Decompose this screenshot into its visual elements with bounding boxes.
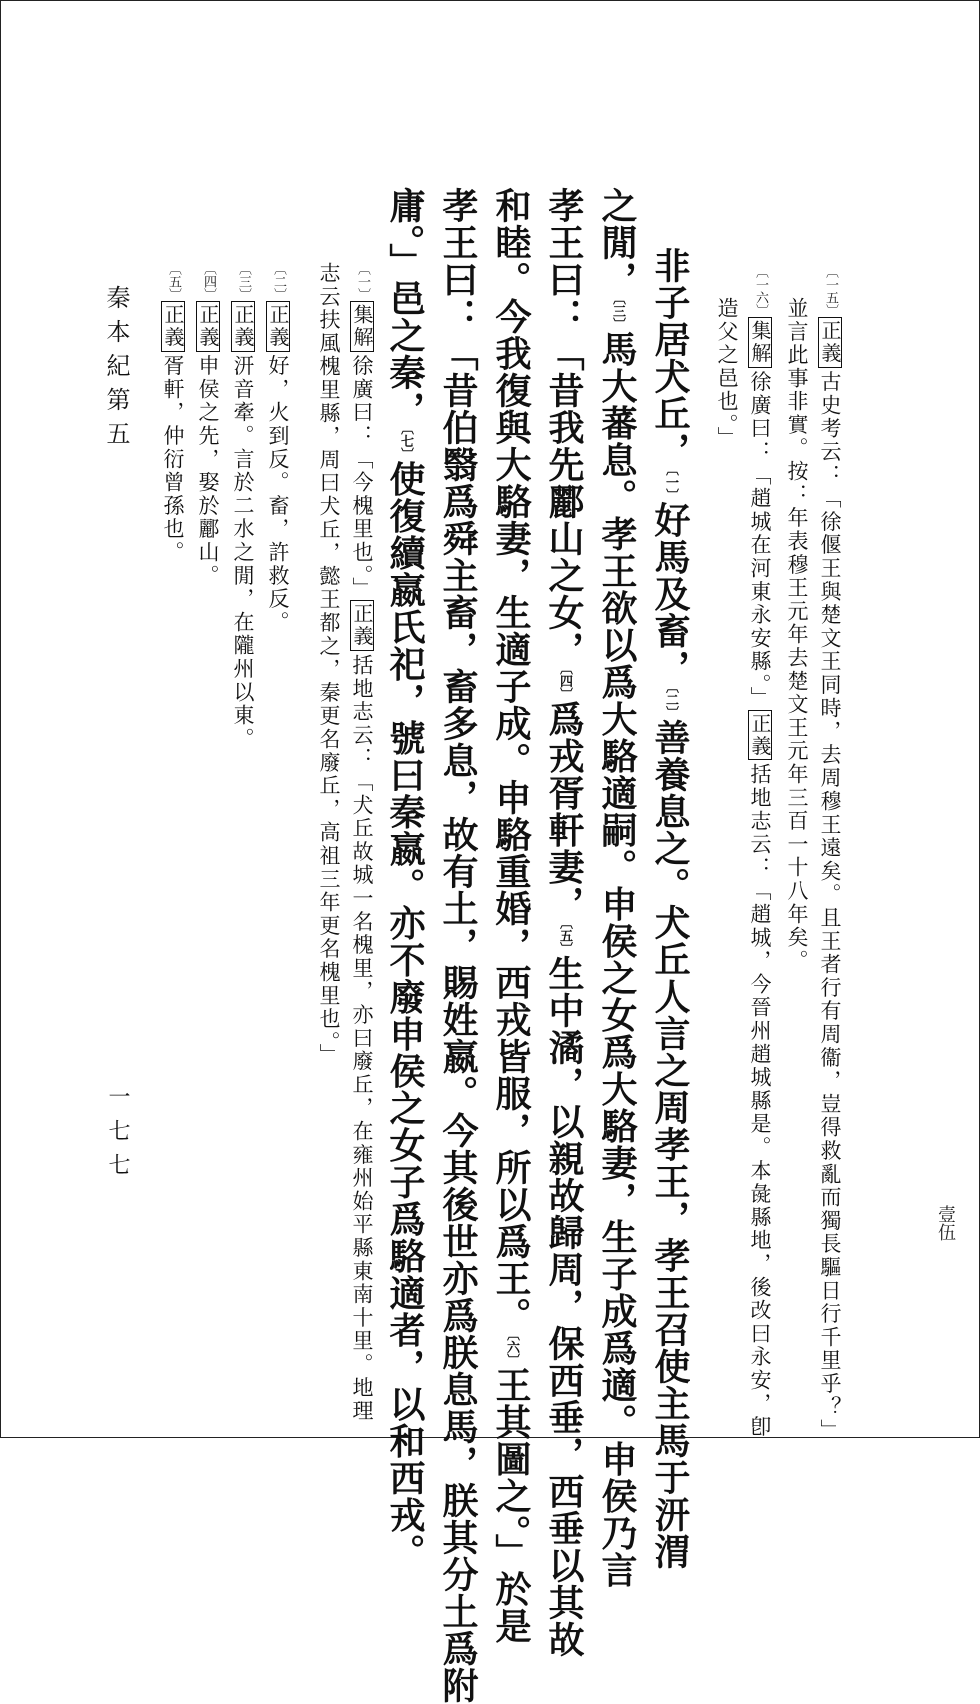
main-text-col5 [434, 187, 479, 1704]
note-5 [159, 262, 185, 565]
main-text: 非子居犬丘， [649, 247, 691, 469]
note-marker: 〔一五〕 [823, 265, 838, 317]
note-ref: 〔五〕 [557, 922, 572, 955]
main-text-col1 [646, 247, 691, 1570]
note-text: 志云扶風槐里縣，周曰犬丘，懿王都之，秦更名廢丘，高祖三年更名槐里也。」 [317, 262, 341, 1067]
note-16-col1 [746, 265, 772, 1439]
zhengyi-tag: 正義 [266, 301, 290, 352]
note-marker: 〔五〕 [166, 262, 181, 301]
note-3 [229, 262, 255, 751]
main-text-col4 [487, 187, 532, 1645]
note-ref: 〔四〕 [557, 668, 572, 701]
main-text: 之閒， [596, 187, 638, 298]
note-text: 好，火到反。畜，許救反。 [266, 354, 290, 635]
main-text-col2 [593, 187, 638, 1589]
main-text: 使復續嬴氏祀，號曰秦嬴。亦不廢申侯之女子爲駱適者，以和西戎。 [384, 460, 426, 1571]
zhengyi-tag: 正義 [161, 301, 185, 352]
zhengyi-tag: 正義 [748, 710, 772, 761]
note-15-col1 [816, 265, 842, 1443]
note-text: 胥軒，仲衍曾孫也。 [161, 354, 185, 565]
note-1-col2 [313, 262, 341, 1067]
note-ref: 〔七〕 [398, 428, 413, 461]
note-marker: 〔三〕 [236, 262, 251, 301]
margin-seal: 壹伍 [935, 1205, 956, 1241]
main-text: 庸。」邑之秦， [384, 187, 426, 428]
note-ref: 〔二〕 [663, 686, 678, 719]
note-text: 汧音牽。言於二水之閒，在隴州以東。 [231, 354, 255, 751]
jijie-tag: 集解 [350, 301, 374, 352]
main-text: 馬大蕃息。孝王欲以爲大駱適嗣。申侯之女爲大駱妻，生子成爲適。申侯乃言 [596, 330, 638, 1589]
zhengyi-tag: 正義 [231, 301, 255, 352]
note-text: 括地志云：「趙城，今晉州趙城縣是。本彘縣地，後改曰永安，卽 [748, 763, 772, 1439]
main-text: 爲戎胥軒妻， [543, 700, 585, 923]
main-text: 善養息之。犬丘人言之周孝王，孝王召使主馬于汧渭 [649, 719, 691, 1570]
chapter-title: 秦本紀第五 [102, 285, 130, 455]
note-2 [264, 262, 290, 635]
note-16-col2 [711, 297, 737, 597]
main-text-col6 [381, 187, 426, 1571]
note-ref: 〔一〕 [663, 469, 678, 502]
note-marker: 〔一〕 [355, 262, 370, 301]
note-text: 並言此事非實。按：年表穆王元年去楚文王元年三百一十八年矣。 [785, 297, 809, 973]
note-marker: 〔四〕 [201, 262, 216, 301]
note-text: 古史考云：「徐偃王與楚文王同時，去周穆王遠矣。且王者行有周衞，豈得救亂而獨長驅日行千里乎？」 [818, 370, 842, 1443]
note-text: 括地志云：「犬丘故城一名槐里，亦曰廢丘，在雍州始平縣東南十里。地理 [350, 654, 374, 1423]
note-text: 造父之邑也。」 [715, 297, 739, 450]
main-text: 王其圖之。」於是 [490, 1366, 532, 1645]
jijie-tag: 集解 [748, 317, 772, 368]
zhengyi-tag: 正義 [350, 600, 374, 651]
note-1-col1 [348, 262, 374, 1423]
note-text: 申侯之先，娶於酈山。 [196, 354, 220, 588]
page-number: 一七七 [105, 1085, 130, 1187]
note-ref: 〔三〕 [610, 298, 625, 331]
zhengyi-tag: 正義 [196, 301, 220, 352]
main-text: 好馬及畜， [649, 501, 691, 687]
note-4 [194, 262, 220, 588]
main-text: 生中潏，以親故歸周，保西垂，西垂以其故 [543, 955, 585, 1658]
note-text: 徐廣曰：「今槐里也。」 [350, 354, 374, 601]
zhengyi-tag: 正義 [818, 317, 842, 368]
note-ref: 〔六〕 [504, 1334, 519, 1367]
note-marker: 〔二〕 [271, 262, 286, 301]
note-marker: 〔一六〕 [753, 265, 768, 317]
main-text-col3 [540, 187, 585, 1658]
main-text: 孝王曰：「昔我先酈山之女， [543, 187, 585, 668]
note-text: 徐廣曰：「趙城在河東永安縣。」 [748, 370, 772, 710]
main-text: 孝王曰：「昔伯翳爲舜主畜，畜多息，故有土，賜姓嬴。今其後世亦爲朕息馬，朕其分土爲附 [437, 187, 479, 1704]
note-15-col2 [781, 297, 807, 1257]
main-text: 和睦。今我復與大駱妻，生適子成。申駱重婚，西戎皆服，所以爲王。 [490, 187, 532, 1334]
